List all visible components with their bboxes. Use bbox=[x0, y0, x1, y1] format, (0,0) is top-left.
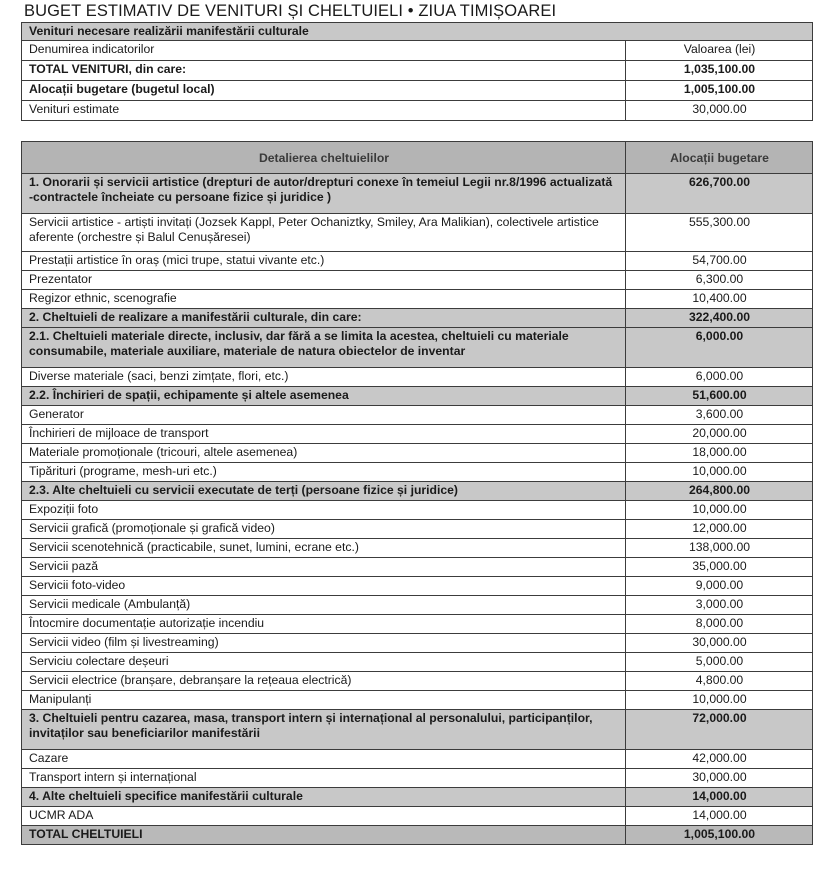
table-row bbox=[22, 539, 813, 558]
row-value: 12,000.00 bbox=[626, 520, 813, 539]
row-value: 10,000.00 bbox=[626, 501, 813, 520]
row-label: 2.1. Cheltuieli materiale directe, inclusiv, dar fără a se limita la acestea, cheltuieli cu materiale consumabile, materiale auxiliare, materiale de natura obiectelor de inventar bbox=[22, 328, 626, 368]
table-row bbox=[22, 710, 813, 750]
row-label: 4. Alte cheltuieli specifice manifestării culturale bbox=[22, 788, 626, 807]
value-column-header: Valoarea (lei) bbox=[626, 41, 813, 61]
row-value: 10,400.00 bbox=[626, 290, 813, 309]
row-value: 3,000.00 bbox=[626, 596, 813, 615]
row-value: 30,000.00 bbox=[626, 769, 813, 788]
table-row bbox=[22, 807, 813, 826]
row-value: 20,000.00 bbox=[626, 425, 813, 444]
table-row bbox=[22, 672, 813, 691]
table-row bbox=[22, 501, 813, 520]
row-value: 322,400.00 bbox=[626, 309, 813, 328]
row-label: Alocații bugetare (bugetul local) bbox=[22, 81, 626, 101]
row-label: Serviciu colectare deșeuri bbox=[22, 653, 626, 672]
table-row bbox=[22, 101, 813, 121]
row-value: 10,000.00 bbox=[626, 463, 813, 482]
table-row bbox=[22, 425, 813, 444]
row-value: 6,300.00 bbox=[626, 271, 813, 290]
table-row bbox=[22, 463, 813, 482]
row-value: 35,000.00 bbox=[626, 558, 813, 577]
row-value: 30,000.00 bbox=[626, 634, 813, 653]
row-label: TOTAL CHELTUIELI bbox=[22, 826, 626, 845]
table-row bbox=[22, 634, 813, 653]
expense-column-header-row bbox=[22, 142, 813, 174]
row-label: Manipulanți bbox=[22, 691, 626, 710]
row-value: 51,600.00 bbox=[626, 387, 813, 406]
table-row bbox=[22, 81, 813, 101]
table-row bbox=[22, 174, 813, 214]
income-table bbox=[21, 22, 813, 121]
income-section-header: Venituri necesare realizării manifestării culturale bbox=[22, 23, 813, 41]
expense-table bbox=[21, 141, 813, 845]
row-value: 1,005,100.00 bbox=[626, 826, 813, 845]
row-label: UCMR ADA bbox=[22, 807, 626, 826]
table-row bbox=[22, 691, 813, 710]
row-value: 4,800.00 bbox=[626, 672, 813, 691]
income-section-header-row bbox=[22, 23, 813, 41]
row-value: 18,000.00 bbox=[626, 444, 813, 463]
row-label: Servicii electrice (branșare, debranșare la rețeaua electrică) bbox=[22, 672, 626, 691]
row-label: Venituri estimate bbox=[22, 101, 626, 121]
row-value: 9,000.00 bbox=[626, 577, 813, 596]
table-row bbox=[22, 214, 813, 252]
row-value: 72,000.00 bbox=[626, 710, 813, 750]
row-label: 2.3. Alte cheltuieli cu servicii executate de terți (persoane fizice și juridice) bbox=[22, 482, 626, 501]
row-label: Servicii grafică (promoționale și grafică video) bbox=[22, 520, 626, 539]
row-label: Servicii pază bbox=[22, 558, 626, 577]
row-label: 2. Cheltuieli de realizare a manifestării culturale, din care: bbox=[22, 309, 626, 328]
row-value: 8,000.00 bbox=[626, 615, 813, 634]
table-row bbox=[22, 252, 813, 271]
row-label: Prezentator bbox=[22, 271, 626, 290]
table-row bbox=[22, 387, 813, 406]
row-label: Prestații artistice în oraș (mici trupe, statui vivante etc.) bbox=[22, 252, 626, 271]
table-row bbox=[22, 558, 813, 577]
row-value: 1,035,100.00 bbox=[626, 61, 813, 81]
table-row bbox=[22, 769, 813, 788]
table-row bbox=[22, 290, 813, 309]
indicator-column-header: Denumirea indicatorilor bbox=[22, 41, 626, 61]
row-value: 42,000.00 bbox=[626, 750, 813, 769]
row-label: Expoziții foto bbox=[22, 501, 626, 520]
table-row bbox=[22, 653, 813, 672]
row-label: Servicii foto-video bbox=[22, 577, 626, 596]
row-label: 3. Cheltuieli pentru cazarea, masa, transport intern și internațional al personalului, participanților, invitaților sau beneficiarilor manifestării bbox=[22, 710, 626, 750]
document-title: BUGET ESTIMATIV DE VENITURI ȘI CHELTUIELI • ZIUA TIMIȘOAREI bbox=[24, 2, 557, 20]
row-label: Servicii artistice - artiști invitați (Jozsek Kappl, Peter Ochaniztky, Smiley, Ara Malikian), colectivele artistice aferente (orchestre și Balul Cenușăresei) bbox=[22, 214, 626, 252]
row-label: Diverse materiale (saci, benzi zimțate, flori, etc.) bbox=[22, 368, 626, 387]
income-column-header-row bbox=[22, 41, 813, 61]
allocation-column-header: Alocații bugetare bbox=[626, 142, 813, 174]
row-label: Întocmire documentație autorizație incendiu bbox=[22, 615, 626, 634]
total-expenses-row bbox=[22, 826, 813, 845]
row-label: 1. Onorarii și servicii artistice (drepturi de autor/drepturi conexe în temeiul Legii nr.8/1996 actualizată -contractele încheiate cu persoane fizice și juridice ) bbox=[22, 174, 626, 214]
row-value: 5,000.00 bbox=[626, 653, 813, 672]
row-value: 54,700.00 bbox=[626, 252, 813, 271]
table-row bbox=[22, 596, 813, 615]
table-row bbox=[22, 520, 813, 539]
table-row bbox=[22, 328, 813, 368]
row-label: Servicii medicale (Ambulanță) bbox=[22, 596, 626, 615]
row-value: 6,000.00 bbox=[626, 328, 813, 368]
row-value: 138,000.00 bbox=[626, 539, 813, 558]
row-label: Generator bbox=[22, 406, 626, 425]
row-label: Transport intern și internațional bbox=[22, 769, 626, 788]
table-row bbox=[22, 61, 813, 81]
row-value: 6,000.00 bbox=[626, 368, 813, 387]
table-row bbox=[22, 615, 813, 634]
row-label: Închirieri de mijloace de transport bbox=[22, 425, 626, 444]
row-value: 14,000.00 bbox=[626, 788, 813, 807]
table-row bbox=[22, 482, 813, 501]
row-value: 30,000.00 bbox=[626, 101, 813, 121]
row-label: Materiale promoționale (tricouri, altele asemenea) bbox=[22, 444, 626, 463]
row-value: 264,800.00 bbox=[626, 482, 813, 501]
row-label: Tipărituri (programe, mesh-uri etc.) bbox=[22, 463, 626, 482]
row-value: 626,700.00 bbox=[626, 174, 813, 214]
table-row bbox=[22, 368, 813, 387]
row-label: Regizor ethnic, scenografie bbox=[22, 290, 626, 309]
row-value: 3,600.00 bbox=[626, 406, 813, 425]
row-value: 555,300.00 bbox=[626, 214, 813, 252]
row-value: 10,000.00 bbox=[626, 691, 813, 710]
row-label: Cazare bbox=[22, 750, 626, 769]
table-row bbox=[22, 406, 813, 425]
row-label: TOTAL VENITURI, din care: bbox=[22, 61, 626, 81]
row-value: 1,005,100.00 bbox=[626, 81, 813, 101]
row-label: Servicii video (film și livestreaming) bbox=[22, 634, 626, 653]
table-row bbox=[22, 577, 813, 596]
table-row bbox=[22, 309, 813, 328]
table-row bbox=[22, 788, 813, 807]
table-row bbox=[22, 271, 813, 290]
table-row bbox=[22, 750, 813, 769]
table-row bbox=[22, 444, 813, 463]
row-label: 2.2. Închirieri de spații, echipamente și altele asemenea bbox=[22, 387, 626, 406]
detail-column-header: Detalierea cheltuielilor bbox=[22, 142, 626, 174]
row-value: 14,000.00 bbox=[626, 807, 813, 826]
row-label: Servicii scenotehnică (practicabile, sunet, lumini, ecrane etc.) bbox=[22, 539, 626, 558]
